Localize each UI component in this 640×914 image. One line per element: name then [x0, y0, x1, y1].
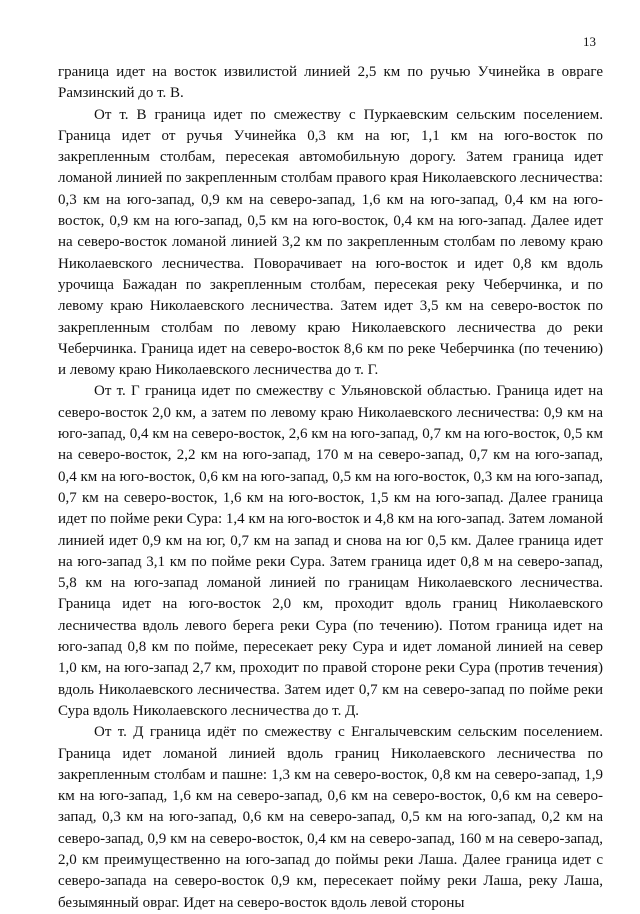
page-number: 13 [583, 34, 596, 49]
document-body [58, 62, 603, 914]
paragraph-4: От т. Д граница идёт по смежеству с Енгалычевским сельским поселением. Граница идет ломаной линией вдоль границ Николаевского лесничества по закрепленным столбам и пашне: 1,3 км на северо-восток, 0,8 км на северо-запад, 1,9 км на юго-запад, 1,6 км на северо-запад, 0,6 км на северо-восток, 0,6 км на северо-запад, 0,3 км на юго-запад, 0,6 км на северо-запад, 0,5 км на юго-запад, 0,2 км на северо-запад, 0,9 км на северо-восток, 0,4 км на северо-запад, 160 м на северо-запад, 2,0 км преимущественно на юго-запад до поймы реки Лаша. Далее граница идет с северо-запада на северо-восток 0,9 км, пересекает пойму реки Лаша, реку Лаша, безымянный овраг. Идет на северо-восток вдоль левой стороны [58, 724, 603, 911]
paragraph-2: От т. В граница идет по смежеству с Пуркаевским сельским поселением. Граница идет от ручья Учинейка 0,3 км на юг, 1,1 км на юго-восток по закрепленным столбам, пересекая автомобильную дорогу. Затем граница идет ломаной линией по закрепленным столбам правого края Николаевского лесничества: 0,3 км на юго-запад, 0,9 км на северо-запад, 1,6 км на юго-запад, 0,4 км на юго-восток, 0,9 км на юго-запад, 0,5 км на юго-восток, 0,4 км на юго-запад. Далее идет на северо-восток ломаной линией 3,2 км по закрепленным столбам по левому краю Николаевского лесничества. Поворачивает на юго-восток и идет 0,8 км вдоль урочища Бажадан по закрепленным столбам, пересекая реку Чеберчинка, и по левому краю Николаевского лесничества. Затем идет 3,5 км на северо-восток по закрепленным столбам по левому краю Николаевского лесничества до реки Чеберчинка. Граница идет на северо-восток 8,6 км по реке Чеберчинка (по течению) и левому краю Николаевского лесничества до т. Г. [58, 106, 603, 379]
paragraph-3: От т. Г граница идет по смежеству с Ульяновской областью. Граница идет на северо-восток 2,0 км, а затем по левому краю Николаевского лесничества: 0,9 км на юго-запад, 0,4 км на северо-восток, 2,6 км на юго-запад, 0,7 км на юго-восток, 0,5 км на северо-восток, 2,2 км на юго-запад, 170 м на северо-запад, 0,7 км на юго-запад, 0,4 км на юго-восток, 0,6 км на юго-запад, 0,5 км на юго-восток, 0,3 км на юго-запад, 0,7 км на северо-восток, 1,6 км на юго-восток, 1,5 км на юго-запад. Далее граница идет по пойме реки Сура: 1,4 км на юго-восток и 4,8 км на юго-запад. Затем ломаной линией идет 0,9 км на юг, 0,7 км на запад и снова на юг 0,5 км. Далее граница идет на юго-запад 3,1 км по пойме реки Сура. Затем граница идет 0,8 м на северо-запад, 5,8 км на юго-запад ломаной линией по границам Николаевского лесничества. Граница идет на юго-восток 2,0 км, проходит вдоль границ Николаевского лесничества вдоль левого берега реки Сура (по течению). Потом граница идет на юго-запад 0,8 км по пойме, пересекает реку Сура и идет ломаной линией на север 1,0 км, на юго-запад 2,7 км, проходит по правой стороне реки Сура (против течения) вдоль Николаевского лесничества. Затем идет 0,7 км на северо-запад по пойме реки Сура вдоль Николаевского лесничества до т. Д. [58, 383, 603, 719]
paragraph-1: граница идет на восток извилистой линией 2,5 км по ручью Учинейка в овраге Рамзинский до т. В. [58, 64, 603, 102]
